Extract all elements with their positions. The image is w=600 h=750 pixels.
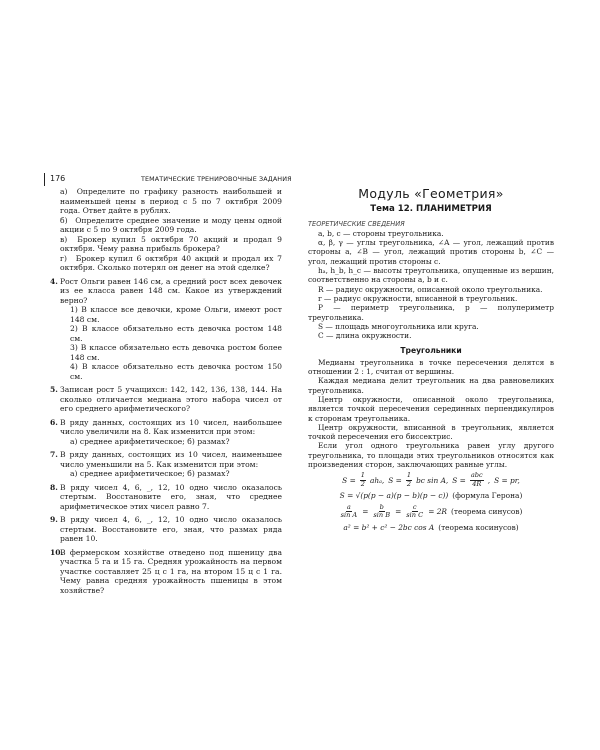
running-head: ТЕМАТИЧЕСКИЕ ТРЕНИРОВОЧНЫЕ ЗАДАНИЯ [141, 175, 292, 183]
definition-line: S — площадь многоугольника или круга. [318, 321, 479, 331]
definitions-list [308, 229, 554, 341]
definition-line: C — длина окружности. [318, 331, 412, 341]
sine-tail: = 2R [428, 506, 447, 516]
problem-number: 10. [50, 547, 64, 557]
problem-number: 7. [50, 450, 58, 459]
sine-label: (теорема синусов) [451, 506, 523, 516]
problem-number: 5. [50, 385, 58, 394]
problem-text: В ряду чисел 4, 6, _, 12, 10 одно число оказалось стертым. Восстановите его, зная, что среднее арифметическое этих чисел равно 7. [60, 482, 282, 511]
definition-line: a, b, c — стороны треугольника. [318, 228, 444, 238]
cosine-law [308, 523, 554, 532]
abc-num: abc [470, 471, 483, 480]
intro-item [60, 216, 282, 235]
abc-fraction [470, 472, 484, 488]
problem-text: В ряду данных, состоящих из 10 чисел, наибольшее число увеличили на 8. Как изменится при этом: [60, 417, 282, 436]
problem-option: 2) В классе обязательно есть девочка ростом 148 см. [70, 324, 282, 343]
theory-paragraph: Центр окружности, вписанной в треугольник, является точкой пересечения его биссектрис. [308, 422, 554, 442]
intro-item-text: Брокер купил 6 октября 40 акций и продал их 7 октября. Сколько потерял он денег на этой сделке? [60, 253, 282, 272]
sine-frac-a [340, 504, 359, 520]
intro-item-label: г) [60, 253, 67, 263]
theory-heading: ТЕОРЕТИЧЕСКИЕ СВЕДЕНИЯ [308, 219, 405, 228]
area-s4: S = pr, [494, 475, 520, 485]
page-number: 176 [50, 174, 66, 183]
intro-item-text: Брокер купил 5 октября 70 акций и продал 9 октября. Чему равна прибыль брокера? [60, 234, 282, 253]
cosine-label: (теорема косинусов) [438, 522, 519, 532]
problem-text: В ряду чисел 4, 6, _, 12, 10 одно число оказалось стертым. Восстановите его, зная, что размах ряда равен 10. [60, 515, 282, 543]
intro-item-text: Определите среднее значение и моду цены одной акции с 5 по 9 октября 2009 года. [60, 215, 282, 234]
definition-line: R — радиус окружности, описанной около треугольника. [318, 284, 543, 294]
intro-item [60, 254, 282, 273]
half-den-2: 2 [406, 479, 412, 488]
intro-item-label: в) [60, 234, 68, 244]
half-fraction [360, 472, 366, 488]
section-title: Треугольники [400, 346, 462, 356]
area-s2-prefix: S = [388, 475, 402, 485]
heron-label: (формула Герона) [452, 491, 523, 501]
theory-paragraphs [308, 358, 554, 470]
problem-text: В фермерском хозяйстве отведено под пшеницу два участка 5 га и 15 га. Средняя урожайность на первом участке составляет 25 ц с 1 га, на втором 15 ц с 1 га. Чему равна средняя урожайность пшеницы в этом хозяйстве? [60, 547, 282, 595]
half-num-2: 1 [406, 471, 412, 480]
problem-text: В ряду данных, состоящих из 10 чисел, наименьшее число уменьшили на 5. Как изменится при этом: [60, 450, 282, 469]
sine-frac-b [372, 504, 391, 520]
definition-line: α, β, γ — углы треугольника, ∠A — угол, лежащий против стороны a, ∠B — угол, лежащий против стороны b, ∠C — угол, лежащий против стороны c. [308, 238, 554, 266]
problem-text: Записан рост 5 учащихся: 142, 142, 136, 138, 144. На сколько отличается медиана этого набора чисел от его среднего арифметического? [60, 385, 282, 413]
sine-b: b [379, 502, 384, 511]
problem-number: 4. [50, 276, 58, 286]
half-den: 2 [360, 479, 365, 488]
theory-paragraph: Центр окружности, описанной около треугольника, является точкой пересечения серединных перпендикуляров к сторонам треугольника. [308, 394, 554, 423]
intro-item [60, 235, 282, 254]
eq-sign-2: = [395, 506, 402, 516]
header-rule [44, 173, 45, 186]
heron-expression: S = √(p(p − a)(p − b)(p − c)) [339, 491, 449, 501]
problem-option: а) среднее арифметическое; б) размах? [70, 469, 230, 478]
topic-title: Тема 12. ПЛАНИМЕТРИЯ [370, 204, 492, 215]
area-s2-rest: bc sin A, [416, 475, 449, 485]
problem-number: 9. [50, 515, 58, 524]
problem-option: а) среднее арифметическое; б) размах? [70, 436, 230, 446]
sine-frac-c [405, 504, 424, 520]
sine-a: a [346, 502, 351, 511]
definition-line: P — периметр треугольника, p — полупериметр треугольника. [308, 303, 554, 322]
problem-item [50, 515, 282, 544]
half-fraction-2 [406, 472, 412, 488]
cosine-expression: a² = b² + c² − 2bc cos A [343, 522, 435, 532]
problem-option: 1) В классе все девочки, кроме Ольги, имеют рост 148 см. [70, 305, 282, 324]
problem-number: 8. [50, 482, 58, 492]
area-s3-prefix: S = [452, 475, 466, 485]
theory-paragraph: Каждая медиана делит треугольник на два равновеликих треугольника. [308, 376, 554, 395]
intro-item [60, 187, 282, 216]
sine-sinB: sin B [373, 511, 391, 520]
problem-text: Рост Ольги равен 146 см, а средний рост всех девочек из ее класса равен 148 см. Какое из утверждений верно? [60, 276, 282, 305]
intro-item-text: Определите по графику разность наибольшей и наименьшей цены в период с 5 по 7 октября 2009 года. Ответ дайте в рублях. [60, 187, 282, 215]
eq-sign-1: = [362, 506, 369, 516]
problem-option: 4) В классе обязательно есть девочка ростом 150 см. [70, 362, 282, 381]
theory-paragraph: Если угол одного треугольника равен углу другого треугольника, то площади этих треугольников относятся как произведения сторон, заключающих равные углы. [308, 441, 554, 470]
problem-number: 6. [50, 417, 58, 427]
sine-sinA: sin A [340, 511, 358, 520]
area-s3-end: , [487, 475, 491, 485]
definition-line: r — радиус окружности, вписанной в треугольник. [318, 293, 518, 303]
sine-law [308, 504, 554, 520]
area-s1-prefix: S = [342, 475, 356, 485]
intro-item-label: а) [60, 187, 68, 196]
module-title: Модуль «Геометрия» [358, 186, 504, 201]
problem-item [50, 450, 282, 479]
problem-item [50, 483, 282, 512]
heron-formula [308, 491, 554, 500]
definition-line: hₐ, h_b, h_c — высоты треугольника, опущенные из вершин, соответственно на стороны a, b и c. [308, 266, 554, 285]
half-num: 1 [360, 471, 365, 480]
problem-item [50, 385, 282, 414]
theory-paragraph: Медианы треугольника в точке пересечения делятся в отношении 2 : 1, считая от вершины. [308, 357, 554, 377]
problem-option: 3) В классе обязательно есть девочка ростом более 148 см. [70, 343, 282, 362]
problem-item [50, 418, 282, 447]
right-column [308, 187, 554, 535]
intro-items [50, 187, 282, 273]
area-formulas [308, 472, 554, 488]
sine-sinC: sin C [406, 511, 424, 520]
area-s1-rest: ahₐ, [369, 475, 385, 485]
sine-c: c [412, 502, 417, 511]
left-column [50, 187, 282, 595]
problem-item [50, 548, 282, 596]
problem-item [50, 277, 282, 382]
problem-list [50, 277, 282, 596]
intro-item-label: б) [60, 215, 68, 225]
abc-den: 4R [472, 479, 482, 488]
